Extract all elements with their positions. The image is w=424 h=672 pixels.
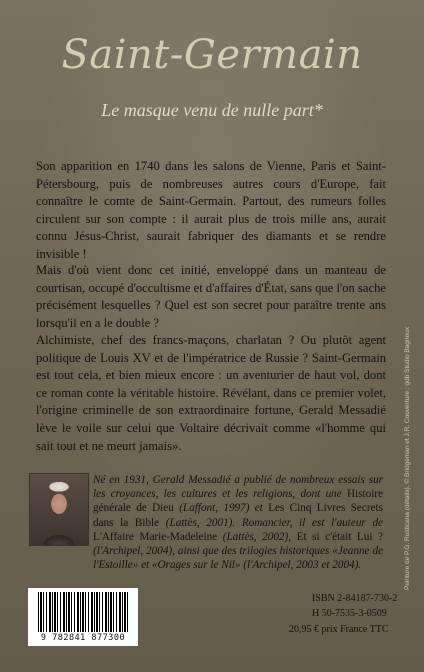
- bio-book-title: Les Cinq Livres Secrets dans la Bible: [93, 502, 383, 529]
- bio-part: (Laffont, 1997) et: [173, 502, 269, 515]
- barcode-number: 9 782841 877300: [40, 633, 126, 643]
- author-photo: [29, 473, 89, 546]
- cover-credits: [404, 326, 424, 597]
- blurb-paragraph-3: Alchimiste, chef des francs-maçons, charlatan ? Ou plutôt agent politique de Louis XV et de l'impératrice de Russie ? Saint-Germain est tout cela, et bien mieux encore : un aventurier de haut vol, dont ce roman conte la véritable histoire. Révélant, dans ce premier volet, l'origine criminelle de son extraordinaire fortune, Gerald Messadié lève le voile sur celui que Voltaire décrivait comme «l'homme qui sait tout et ne meurt jamais».: [36, 333, 386, 453]
- price: 20,95 € prix France TTC: [289, 624, 389, 635]
- book-subtitle: Le masque venu de nulle part*: [101, 100, 323, 120]
- bio-book-title: L'Affaire Marie-Madeleine: [93, 530, 218, 543]
- bio-part: (Lattès, 2002),: [217, 530, 297, 543]
- product-code: H 50-7535-3-0509: [312, 608, 387, 619]
- bio-part: Né en 1931, Gerald Messadié a publié de nombreux essais sur les croyances, les cultures et les religions, dont une: [93, 474, 383, 501]
- bio-part: (Lattès, 2001). Romancier, il est l'auteur de: [159, 516, 383, 529]
- barcode-bars: [38, 592, 130, 632]
- bio-book-title: Et si c'était Lui ?: [296, 530, 383, 543]
- isbn: ISBN 2-84187-730-2: [312, 593, 398, 604]
- blurb-paragraph-2: Mais d'où vient donc cet initié, enveloppé dans un manteau de courtisan, occupé d'occultisme et d'affaires d'État, sans que l'on sache précisément lesquelles ? Quel est son secret pour paraître trente ans lorsqu'il en a le double ?: [36, 263, 386, 330]
- author-bio: [93, 473, 383, 572]
- cover-credits-text: Peinture de P.G. Rusticana (détails). © Bridgeman et J.R. Couverture : gdb Studio Bagneux: [404, 326, 411, 590]
- bio-book-title: Histoire générale de Dieu: [93, 488, 383, 515]
- book-title: Saint-Germain: [61, 32, 363, 78]
- author-section: [29, 473, 383, 573]
- bio-part: (l'Archipel, 2004), ainsi que des trilogies historiques «Jeanne de l'Estoille» et «Orages sur le Nil» (l'Archipel, 2003 et 2004).: [93, 545, 383, 572]
- barcode: [28, 588, 138, 646]
- blurb-paragraph-1: Son apparition en 1740 dans les salons de Vienne, Paris et Saint-Pétersbourg, puis de nombreuses autres cours d'Europe, fait connaître le comte de Saint-Germain. Partout, des rumeurs folles circulent sur son compte : il aurait plus de trois mille ans, aurait connu Jésus-Christ, saurait fabriquer des diamants et se rendre invisible !: [36, 159, 386, 261]
